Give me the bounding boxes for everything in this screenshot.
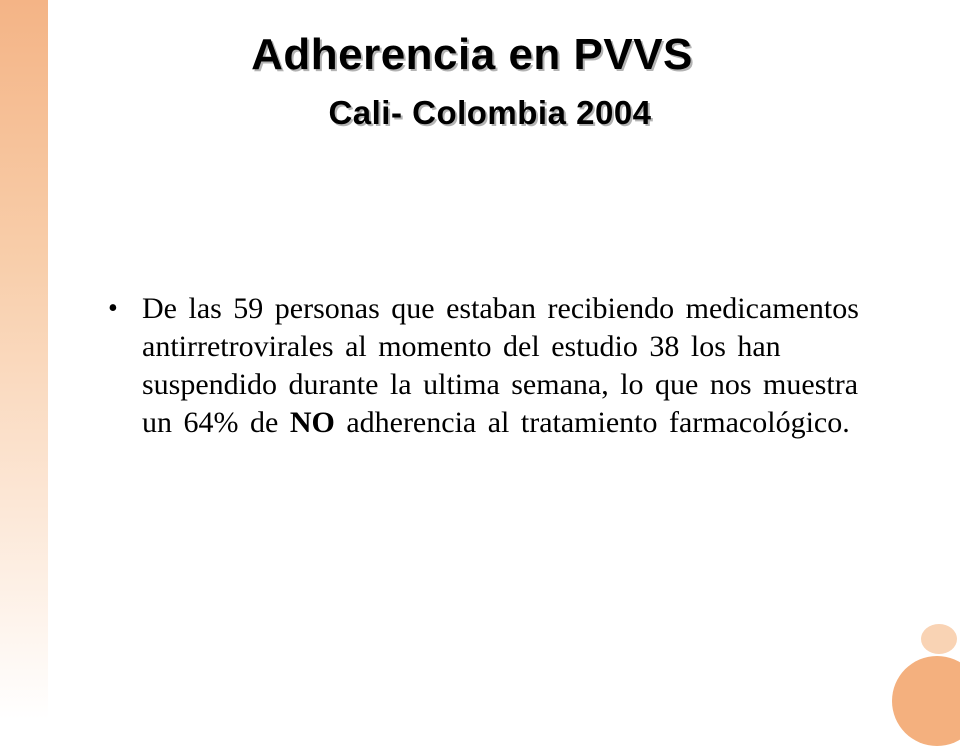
- slide-title-block: [0, 30, 960, 132]
- slide-subtitle: Cali- Colombia 2004: [328, 94, 652, 131]
- slide-body: [108, 290, 868, 442]
- bullet-text-part-2: adherencia al tratamiento farmacológico.: [334, 406, 850, 439]
- slide-title: Adherencia en PVVS: [251, 30, 693, 79]
- bullet-text-part-1: De las 59 personas que estaban recibiendo medicamentos antirretrovirales al momento del estudio 38 los han suspendido durante la ultima semana, lo que nos muestra un 64% de: [142, 292, 859, 439]
- decorative-circle-large: [892, 656, 960, 746]
- decorative-circle-small: [921, 624, 957, 654]
- bullet-text: [142, 290, 868, 442]
- bullet-icon: •: [108, 293, 118, 324]
- bullet-emphasis: NO: [289, 406, 335, 439]
- bullet-item: [108, 290, 868, 442]
